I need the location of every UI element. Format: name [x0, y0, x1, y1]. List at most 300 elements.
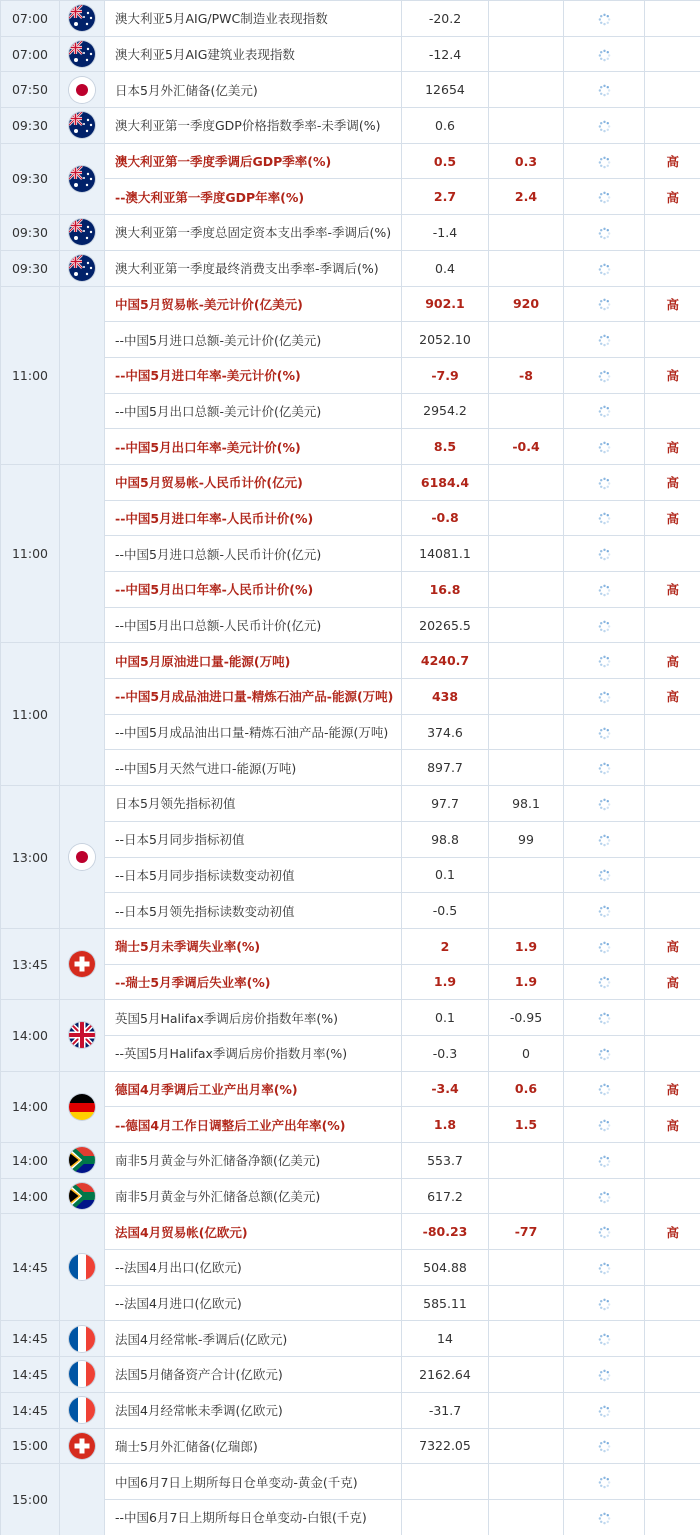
actual-value: -0.3 — [402, 1035, 489, 1071]
importance-label: 高 — [645, 143, 700, 179]
previous-value — [489, 108, 564, 144]
importance-label — [645, 108, 700, 144]
loading-cell — [564, 536, 645, 572]
actual-value: 553.7 — [402, 1143, 489, 1179]
japan-flag-icon — [69, 77, 95, 103]
table-row — [1, 572, 700, 608]
australia-flag-icon — [69, 112, 95, 138]
table-row — [1, 1357, 700, 1393]
previous-value — [489, 1250, 564, 1286]
event-name: --中国5月进口年率-美元计价(%) — [105, 357, 402, 393]
event-name: 瑞士5月未季调失业率(%) — [105, 928, 402, 964]
loading-spinner-icon — [598, 1331, 611, 1346]
event-time: 14:00 — [1, 1000, 60, 1071]
importance-label — [645, 1035, 700, 1071]
event-name: 中国5月贸易帐-美元计价(亿美元) — [105, 286, 402, 322]
table-row — [1, 1214, 700, 1250]
table-row — [1, 322, 700, 358]
event-name: --中国5月成品油进口量-精炼石油产品-能源(万吨) — [105, 679, 402, 715]
actual-value: -31.7 — [402, 1392, 489, 1428]
importance-label — [645, 1143, 700, 1179]
importance-label — [645, 1499, 700, 1534]
importance-label: 高 — [645, 357, 700, 393]
event-name: --日本5月领先指标读数变动初值 — [105, 893, 402, 929]
loading-spinner-icon — [598, 760, 611, 775]
event-time: 14:00 — [1, 1143, 60, 1179]
actual-value — [402, 1499, 489, 1534]
loading-cell — [564, 893, 645, 929]
table-row — [1, 1178, 700, 1214]
importance-label: 高 — [645, 679, 700, 715]
event-time: 13:45 — [1, 928, 60, 999]
table-row — [1, 714, 700, 750]
loading-cell — [564, 1107, 645, 1143]
loading-spinner-icon — [598, 189, 611, 204]
table-row — [1, 143, 700, 179]
country-flag-cell — [60, 1428, 105, 1464]
loading-cell — [564, 821, 645, 857]
previous-value: -0.4 — [489, 429, 564, 465]
table-row — [1, 108, 700, 144]
importance-label — [645, 1392, 700, 1428]
loading-cell — [564, 572, 645, 608]
event-time: 15:00 — [1, 1428, 60, 1464]
importance-label — [645, 857, 700, 893]
loading-spinner-icon — [598, 154, 611, 169]
event-name: 法国5月储备资产合计(亿欧元) — [105, 1357, 402, 1393]
importance-label — [645, 1428, 700, 1464]
event-name: --日本5月同步指标读数变动初值 — [105, 857, 402, 893]
event-time: 09:30 — [1, 215, 60, 251]
importance-label — [645, 215, 700, 251]
table-row — [1, 786, 700, 822]
loading-cell — [564, 500, 645, 536]
country-flag-cell — [60, 643, 105, 786]
table-row — [1, 1285, 700, 1321]
actual-value: 6184.4 — [402, 464, 489, 500]
event-time: 14:00 — [1, 1071, 60, 1142]
event-name: --中国5月出口总额-人民币计价(亿元) — [105, 607, 402, 643]
loading-cell — [564, 1071, 645, 1107]
country-flag-cell — [60, 786, 105, 929]
event-name: --中国5月成品油出口量-精炼石油产品-能源(万吨) — [105, 714, 402, 750]
loading-spinner-icon — [598, 439, 611, 454]
loading-spinner-icon — [598, 368, 611, 383]
country-flag-cell — [60, 36, 105, 72]
loading-spinner-icon — [598, 546, 611, 561]
loading-spinner-icon — [598, 1224, 611, 1239]
loading-cell — [564, 357, 645, 393]
event-name: --澳大利亚第一季度GDP年率(%) — [105, 179, 402, 215]
event-name: --德国4月工作日调整后工业产出年率(%) — [105, 1107, 402, 1143]
loading-cell — [564, 714, 645, 750]
event-name: --中国5月天然气进口-能源(万吨) — [105, 750, 402, 786]
actual-value: 438 — [402, 679, 489, 715]
table-row — [1, 250, 700, 286]
previous-value: 1.9 — [489, 964, 564, 1000]
event-time: 11:00 — [1, 643, 60, 786]
event-name: --中国5月出口总额-美元计价(亿美元) — [105, 393, 402, 429]
loading-cell — [564, 429, 645, 465]
loading-cell — [564, 215, 645, 251]
table-row — [1, 536, 700, 572]
australia-flag-icon — [69, 219, 95, 245]
country-flag-cell — [60, 1214, 105, 1321]
loading-cell — [564, 857, 645, 893]
actual-value: -3.4 — [402, 1071, 489, 1107]
loading-cell — [564, 786, 645, 822]
previous-value: 1.9 — [489, 928, 564, 964]
previous-value — [489, 1428, 564, 1464]
actual-value: 14081.1 — [402, 536, 489, 572]
event-name: --法国4月进口(亿欧元) — [105, 1285, 402, 1321]
event-name: 英国5月Halifax季调后房价指数年率(%) — [105, 1000, 402, 1036]
table-row — [1, 1250, 700, 1286]
event-name: 日本5月领先指标初值 — [105, 786, 402, 822]
loading-spinner-icon — [598, 1474, 611, 1489]
loading-cell — [564, 464, 645, 500]
event-name: --中国5月进口年率-人民币计价(%) — [105, 500, 402, 536]
table-row — [1, 679, 700, 715]
event-name: --中国5月出口年率-美元计价(%) — [105, 429, 402, 465]
importance-label — [645, 322, 700, 358]
france-flag-icon — [69, 1361, 95, 1387]
event-name: --瑞士5月季调后失业率(%) — [105, 964, 402, 1000]
importance-label — [645, 1250, 700, 1286]
table-row — [1, 36, 700, 72]
importance-label — [645, 893, 700, 929]
south-africa-flag-icon — [69, 1183, 95, 1209]
loading-cell — [564, 1499, 645, 1534]
table-row — [1, 72, 700, 108]
loading-cell — [564, 1321, 645, 1357]
event-time: 13:00 — [1, 786, 60, 929]
loading-cell — [564, 286, 645, 322]
country-flag-cell — [60, 72, 105, 108]
importance-label — [645, 786, 700, 822]
importance-label — [645, 250, 700, 286]
previous-value: -8 — [489, 357, 564, 393]
actual-value: 0.1 — [402, 1000, 489, 1036]
switzerland-flag-icon — [69, 1433, 95, 1459]
importance-label: 高 — [645, 643, 700, 679]
country-flag-cell — [60, 250, 105, 286]
loading-spinner-icon — [598, 903, 611, 918]
south-africa-flag-icon — [69, 1147, 95, 1173]
event-name: 日本5月外汇储备(亿美元) — [105, 72, 402, 108]
germany-flag-icon — [69, 1094, 95, 1120]
loading-cell — [564, 1143, 645, 1179]
country-flag-cell — [60, 1143, 105, 1179]
importance-label: 高 — [645, 464, 700, 500]
actual-value: -12.4 — [402, 36, 489, 72]
australia-flag-icon — [69, 255, 95, 281]
loading-cell — [564, 1357, 645, 1393]
loading-spinner-icon — [598, 582, 611, 597]
loading-spinner-icon — [598, 1081, 611, 1096]
table-row — [1, 1321, 700, 1357]
actual-value: 12654 — [402, 72, 489, 108]
importance-label — [645, 1321, 700, 1357]
actual-value: -0.8 — [402, 500, 489, 536]
event-time: 14:45 — [1, 1321, 60, 1357]
event-name: --日本5月同步指标初值 — [105, 821, 402, 857]
previous-value — [489, 607, 564, 643]
actual-value: -20.2 — [402, 1, 489, 37]
event-name: 澳大利亚第一季度季调后GDP季率(%) — [105, 143, 402, 179]
previous-value — [489, 1321, 564, 1357]
table-row — [1, 964, 700, 1000]
loading-spinner-icon — [598, 1117, 611, 1132]
actual-value: 98.8 — [402, 821, 489, 857]
loading-cell — [564, 750, 645, 786]
loading-spinner-icon — [598, 475, 611, 490]
loading-cell — [564, 1035, 645, 1071]
loading-spinner-icon — [598, 832, 611, 847]
france-flag-icon — [69, 1326, 95, 1352]
country-flag-cell — [60, 928, 105, 999]
actual-value: 14 — [402, 1321, 489, 1357]
loading-cell — [564, 928, 645, 964]
loading-cell — [564, 1250, 645, 1286]
loading-spinner-icon — [598, 261, 611, 276]
loading-cell — [564, 1178, 645, 1214]
loading-cell — [564, 964, 645, 1000]
importance-label — [645, 1285, 700, 1321]
actual-value: 902.1 — [402, 286, 489, 322]
actual-value: 4240.7 — [402, 643, 489, 679]
previous-value — [489, 1392, 564, 1428]
previous-value — [489, 1, 564, 37]
table-row — [1, 750, 700, 786]
table-row — [1, 1464, 700, 1500]
uk-flag-icon — [69, 1022, 95, 1048]
loading-spinner-icon — [598, 403, 611, 418]
event-time: 07:50 — [1, 72, 60, 108]
event-name: --中国6月7日上期所每日仓单变动-白银(千克) — [105, 1499, 402, 1534]
loading-cell — [564, 1285, 645, 1321]
event-name: --中国5月进口总额-人民币计价(亿元) — [105, 536, 402, 572]
event-name: 澳大利亚第一季度总固定资本支出季率-季调后(%) — [105, 215, 402, 251]
actual-value: 617.2 — [402, 1178, 489, 1214]
table-row — [1, 215, 700, 251]
actual-value: 504.88 — [402, 1250, 489, 1286]
previous-value: 0.3 — [489, 143, 564, 179]
loading-cell — [564, 393, 645, 429]
previous-value — [489, 1357, 564, 1393]
country-flag-cell — [60, 108, 105, 144]
loading-spinner-icon — [598, 118, 611, 133]
importance-label: 高 — [645, 429, 700, 465]
previous-value — [489, 250, 564, 286]
previous-value — [489, 72, 564, 108]
table-row — [1, 821, 700, 857]
loading-cell — [564, 1464, 645, 1500]
previous-value — [489, 1499, 564, 1534]
event-name: 南非5月黄金与外汇储备净额(亿美元) — [105, 1143, 402, 1179]
country-flag-cell — [60, 1071, 105, 1142]
country-flag-cell — [60, 1000, 105, 1071]
actual-value: 0.1 — [402, 857, 489, 893]
table-row — [1, 1071, 700, 1107]
loading-cell — [564, 679, 645, 715]
table-row — [1, 643, 700, 679]
table-row — [1, 607, 700, 643]
actual-value: 2954.2 — [402, 393, 489, 429]
importance-label — [645, 750, 700, 786]
loading-cell — [564, 108, 645, 144]
loading-spinner-icon — [598, 689, 611, 704]
table-row — [1, 1107, 700, 1143]
loading-cell — [564, 143, 645, 179]
loading-cell — [564, 1000, 645, 1036]
country-flag-cell — [60, 215, 105, 251]
event-time: 15:00 — [1, 1464, 60, 1535]
event-name: --英国5月Halifax季调后房价指数月率(%) — [105, 1035, 402, 1071]
event-time: 14:45 — [1, 1392, 60, 1428]
table-row — [1, 928, 700, 964]
actual-value: 8.5 — [402, 429, 489, 465]
loading-spinner-icon — [598, 867, 611, 882]
event-time: 14:45 — [1, 1357, 60, 1393]
previous-value — [489, 893, 564, 929]
loading-spinner-icon — [598, 11, 611, 26]
loading-cell — [564, 36, 645, 72]
importance-label — [645, 1178, 700, 1214]
loading-spinner-icon — [598, 1046, 611, 1061]
importance-label: 高 — [645, 1107, 700, 1143]
actual-value: 0.4 — [402, 250, 489, 286]
actual-value: 374.6 — [402, 714, 489, 750]
loading-cell — [564, 1214, 645, 1250]
loading-spinner-icon — [598, 1296, 611, 1311]
loading-cell — [564, 72, 645, 108]
importance-label: 高 — [645, 1071, 700, 1107]
event-name: 德国4月季调后工业产出月率(%) — [105, 1071, 402, 1107]
loading-spinner-icon — [598, 47, 611, 62]
table-row — [1, 179, 700, 215]
importance-label — [645, 1357, 700, 1393]
loading-cell — [564, 1392, 645, 1428]
loading-spinner-icon — [598, 82, 611, 97]
importance-label — [645, 1, 700, 37]
event-name: 澳大利亚5月AIG/PWC制造业表现指数 — [105, 1, 402, 37]
table-row — [1, 357, 700, 393]
event-time: 11:00 — [1, 286, 60, 464]
event-name: --中国5月出口年率-人民币计价(%) — [105, 572, 402, 608]
event-name: 中国5月原油进口量-能源(万吨) — [105, 643, 402, 679]
loading-spinner-icon — [598, 974, 611, 989]
importance-label — [645, 536, 700, 572]
table-row — [1, 1000, 700, 1036]
loading-spinner-icon — [598, 1189, 611, 1204]
actual-value: 1.8 — [402, 1107, 489, 1143]
actual-value — [402, 1464, 489, 1500]
event-time: 09:30 — [1, 143, 60, 214]
importance-label: 高 — [645, 286, 700, 322]
country-flag-cell — [60, 1392, 105, 1428]
event-name: 澳大利亚第一季度最终消费支出季率-季调后(%) — [105, 250, 402, 286]
previous-value — [489, 714, 564, 750]
importance-label — [645, 393, 700, 429]
loading-spinner-icon — [598, 1153, 611, 1168]
event-name: 瑞士5月外汇储备(亿瑞郎) — [105, 1428, 402, 1464]
previous-value: -77 — [489, 1214, 564, 1250]
table-row — [1, 1, 700, 37]
loading-spinner-icon — [598, 1510, 611, 1525]
previous-value — [489, 1464, 564, 1500]
previous-value: -0.95 — [489, 1000, 564, 1036]
importance-label — [645, 607, 700, 643]
calendar-body — [1, 1, 700, 1535]
previous-value — [489, 500, 564, 536]
loading-spinner-icon — [598, 939, 611, 954]
previous-value — [489, 36, 564, 72]
event-name: 法国4月经常帐未季调(亿欧元) — [105, 1392, 402, 1428]
country-flag-cell — [60, 1321, 105, 1357]
loading-cell — [564, 179, 645, 215]
importance-label — [645, 821, 700, 857]
event-time: 09:30 — [1, 108, 60, 144]
previous-value — [489, 750, 564, 786]
country-flag-cell — [60, 1, 105, 37]
previous-value — [489, 464, 564, 500]
actual-value: 897.7 — [402, 750, 489, 786]
importance-label: 高 — [645, 964, 700, 1000]
previous-value — [489, 572, 564, 608]
loading-cell — [564, 322, 645, 358]
actual-value: 0.6 — [402, 108, 489, 144]
table-row — [1, 1035, 700, 1071]
table-row — [1, 429, 700, 465]
previous-value — [489, 322, 564, 358]
loading-cell — [564, 250, 645, 286]
loading-spinner-icon — [598, 332, 611, 347]
importance-label — [645, 1000, 700, 1036]
actual-value: 2162.64 — [402, 1357, 489, 1393]
loading-spinner-icon — [598, 1438, 611, 1453]
importance-label: 高 — [645, 572, 700, 608]
actual-value: 7322.05 — [402, 1428, 489, 1464]
table-row — [1, 286, 700, 322]
event-name: 法国4月经常帐-季调后(亿欧元) — [105, 1321, 402, 1357]
previous-value: 1.5 — [489, 1107, 564, 1143]
importance-label — [645, 72, 700, 108]
table-row — [1, 393, 700, 429]
previous-value: 98.1 — [489, 786, 564, 822]
loading-cell — [564, 643, 645, 679]
country-flag-cell — [60, 1178, 105, 1214]
actual-value: -80.23 — [402, 1214, 489, 1250]
loading-spinner-icon — [598, 296, 611, 311]
previous-value: 920 — [489, 286, 564, 322]
table-row — [1, 500, 700, 536]
loading-spinner-icon — [598, 653, 611, 668]
table-row — [1, 1143, 700, 1179]
importance-label: 高 — [645, 1214, 700, 1250]
loading-spinner-icon — [598, 225, 611, 240]
country-flag-cell — [60, 286, 105, 464]
event-name: --法国4月出口(亿欧元) — [105, 1250, 402, 1286]
previous-value — [489, 857, 564, 893]
event-time: 14:00 — [1, 1178, 60, 1214]
actual-value: 1.9 — [402, 964, 489, 1000]
event-name: 澳大利亚5月AIG建筑业表现指数 — [105, 36, 402, 72]
event-time: 07:00 — [1, 36, 60, 72]
event-time: 14:45 — [1, 1214, 60, 1321]
previous-value — [489, 393, 564, 429]
france-flag-icon — [69, 1397, 95, 1423]
